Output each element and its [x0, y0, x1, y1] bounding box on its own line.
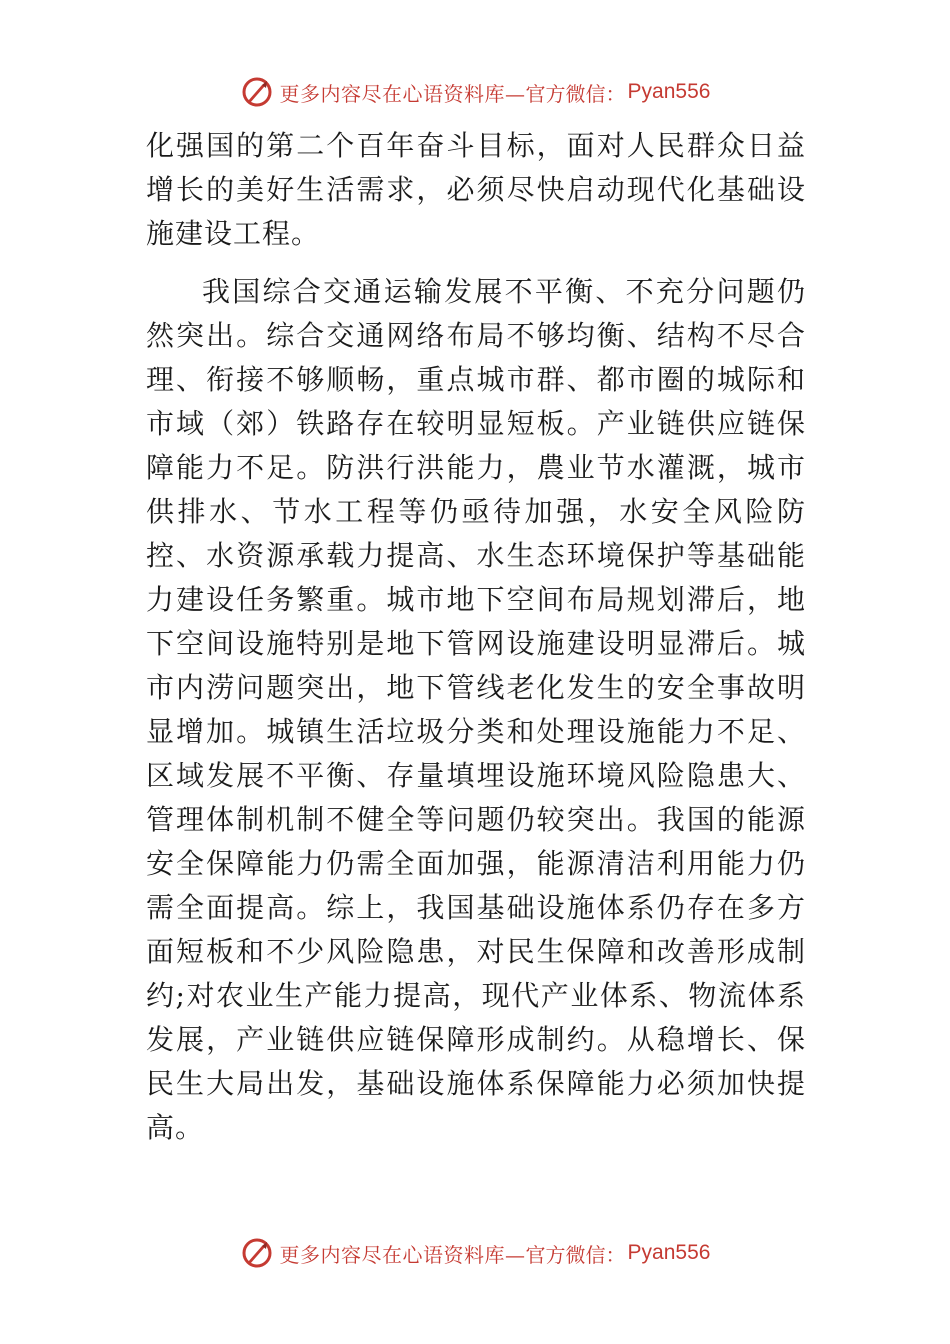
- pen-nib-circle-icon: [240, 1236, 274, 1270]
- banner-text: 更多内容尽在心语资料库—: [279, 1242, 526, 1267]
- footer-banner: [0, 1233, 950, 1273]
- wechat-id: Pyan556: [627, 80, 711, 103]
- paragraph-2: 我国综合交通运输发展不平衡、不充分问题仍然突出。综合交通网络布局不够均衡、结构不尽合理、衔接不够顺畅，重点城市群、都市圈的城际和市域（郊）铁路存在较明显短板。产业链供应链保障能力不足。防洪行洪能力，農业节水灌溉，城市供排水、节水工程等仍亟待加强，水安全风险防控、水资源承载力提高、水生态环境保护等基础能力建设任务繁重。城市地下空间布局规划滞后，地下空间设施特别是地下管网设施建设明显滞后。城市内涝问题突出，地下管线老化发生的安全事故明显增加。城镇生活垃圾分类和处理设施能力不足、区域发展不平衡、存量填埋设施环境风险隐患大、管理体制机制不健全等问题仍较突出。我国的能源安全保障能力仍需全面加强，能源清洁利用能力仍需全面提高。综上，我国基础设施体系仍存在多方面短板和不少风险隐患，对民生保障和改善形成制约;对农业生产能力提高，现代产业体系、物流体系发展，产业链供应链保障形成制约。从稳增长、保民生大局出发，基础设施体系保障能力必须加快提高。: [146, 275, 806, 1144]
- paragraph-1: 化强国的第二个百年奋斗目标，面对人民群众日益增长的美好生活需求，必须尽快启动现代化基础设施建设工程。: [146, 129, 806, 250]
- document-body: [146, 124, 806, 1150]
- pen-nib-circle-icon: [240, 75, 274, 109]
- wechat-label: 官方微信：: [525, 1242, 626, 1267]
- banner-text: 更多内容尽在心语资料库—: [279, 81, 526, 106]
- wechat-label: 官方微信：: [525, 81, 626, 106]
- wechat-id: Pyan556: [627, 1241, 711, 1264]
- header-banner: [0, 72, 950, 112]
